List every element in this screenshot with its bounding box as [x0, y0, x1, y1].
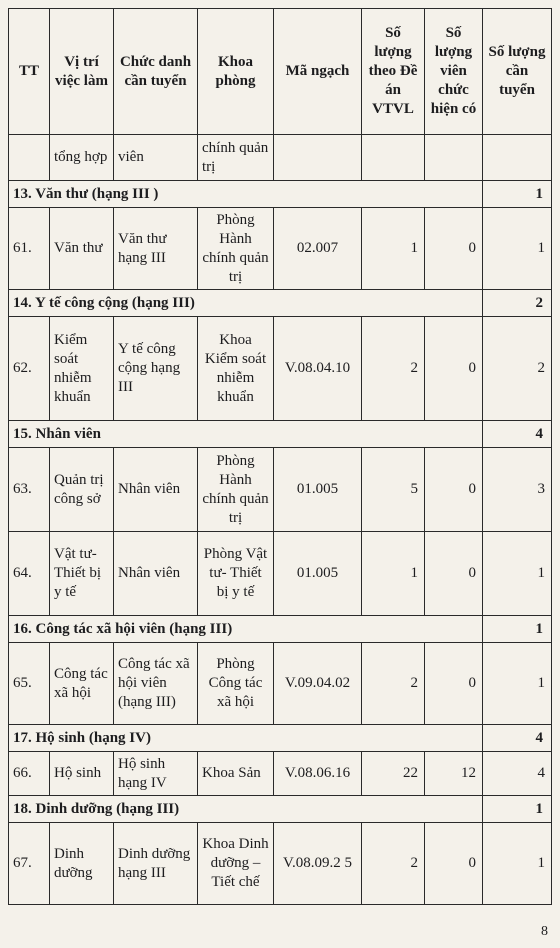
cell-khoa: Phòng Hành chính quản trị	[198, 448, 274, 532]
header-sl-cantuyen: Số lượng cần tuyển	[483, 9, 552, 135]
cell-khoa: Phòng Hành chính quản trị	[198, 208, 274, 290]
table-row	[9, 448, 552, 532]
table-row	[9, 752, 552, 796]
recruitment-table	[8, 8, 552, 905]
section-count: 4	[483, 725, 552, 752]
table-row	[9, 208, 552, 290]
cell-tt: 64.	[9, 532, 50, 616]
cell-chucdanh: Công tác xã hội viên (hạng III)	[114, 643, 198, 725]
cell-vitri: Hộ sinh	[50, 752, 114, 796]
cell-tt: 61.	[9, 208, 50, 290]
cell-tt: 63.	[9, 448, 50, 532]
table-row	[9, 823, 552, 905]
cell-khoa: Phòng Vật tư- Thiết bị y tế	[198, 532, 274, 616]
header-row	[9, 9, 552, 135]
cell-mangach: V.09.04.02	[274, 643, 362, 725]
header-chucdanh: Chức danh cần tuyển	[114, 9, 198, 135]
header-khoa: Khoa phòng	[198, 9, 274, 135]
cell-tt: 67.	[9, 823, 50, 905]
continued-chucdanh: viên	[114, 135, 198, 181]
cell-chucdanh: Văn thư hạng III	[114, 208, 198, 290]
cell-hienco: 0	[425, 208, 483, 290]
cell-khoa: Khoa Kiểm soát nhiễm khuẩn	[198, 317, 274, 421]
cell-tt: 66.	[9, 752, 50, 796]
section-count: 4	[483, 421, 552, 448]
cell-vitri: Vật tư- Thiết bị y tế	[50, 532, 114, 616]
continued-vitri: tổng hợp	[50, 135, 114, 181]
cell-vitri: Dinh dưỡng	[50, 823, 114, 905]
section-count: 1	[483, 796, 552, 823]
cell-hienco: 0	[425, 643, 483, 725]
header-sl-dean: Số lượng theo Đề án VTVL	[362, 9, 425, 135]
section-title: 18. Dinh dưỡng (hạng III)	[9, 796, 483, 823]
cell-dean: 2	[362, 823, 425, 905]
cell-chucdanh: Hộ sinh hạng IV	[114, 752, 198, 796]
cell-cantuyen: 4	[483, 752, 552, 796]
cell-hienco: 12	[425, 752, 483, 796]
cell-chucdanh: Dinh dưỡng hạng III	[114, 823, 198, 905]
section-title: 16. Công tác xã hội viên (hạng III)	[9, 616, 483, 643]
header-mangach: Mã ngạch	[274, 9, 362, 135]
cell-mangach: 01.005	[274, 532, 362, 616]
section-title: 14. Y tế công cộng (hạng III)	[9, 290, 483, 317]
cell-dean: 22	[362, 752, 425, 796]
section-header	[9, 181, 552, 208]
continued-khoa: chính quản trị	[198, 135, 274, 181]
header-tt: TT	[9, 9, 50, 135]
table-row	[9, 532, 552, 616]
cell-khoa: Khoa Sản	[198, 752, 274, 796]
cell-cantuyen: 3	[483, 448, 552, 532]
cell-khoa: Phòng Công tác xã hội	[198, 643, 274, 725]
header-vitri: Vị trí việc làm	[50, 9, 114, 135]
section-count: 1	[483, 616, 552, 643]
cell-vitri: Văn thư	[50, 208, 114, 290]
section-header	[9, 421, 552, 448]
page-number: 8	[541, 924, 548, 939]
cell-hienco: 0	[425, 317, 483, 421]
section-header	[9, 616, 552, 643]
cell-mangach: 01.005	[274, 448, 362, 532]
cell-vitri: Kiểm soát nhiễm khuẩn	[50, 317, 114, 421]
cell-vitri: Quản trị công sở	[50, 448, 114, 532]
cell-mangach: V.08.06.16	[274, 752, 362, 796]
header-sl-hienco: Số lượng viên chức hiện có	[425, 9, 483, 135]
continued-row	[9, 135, 552, 181]
cell-dean: 1	[362, 208, 425, 290]
cell-chucdanh: Nhân viên	[114, 448, 198, 532]
section-title: 15. Nhân viên	[9, 421, 483, 448]
cell-cantuyen: 1	[483, 208, 552, 290]
cell-hienco: 0	[425, 823, 483, 905]
section-count: 1	[483, 181, 552, 208]
cell-mangach: V.08.04.10	[274, 317, 362, 421]
cell-mangach: 02.007	[274, 208, 362, 290]
table-row	[9, 643, 552, 725]
cell-cantuyen: 1	[483, 643, 552, 725]
cell-dean: 2	[362, 317, 425, 421]
cell-vitri: Công tác xã hội	[50, 643, 114, 725]
cell-cantuyen: 2	[483, 317, 552, 421]
cell-tt: 62.	[9, 317, 50, 421]
section-title: 13. Văn thư (hạng III )	[9, 181, 483, 208]
cell-mangach: V.08.09.2 5	[274, 823, 362, 905]
section-header	[9, 290, 552, 317]
cell-dean: 2	[362, 643, 425, 725]
cell-cantuyen: 1	[483, 823, 552, 905]
cell-chucdanh: Y tế công cộng hạng III	[114, 317, 198, 421]
cell-dean: 5	[362, 448, 425, 532]
cell-cantuyen: 1	[483, 532, 552, 616]
section-count: 2	[483, 290, 552, 317]
cell-chucdanh: Nhân viên	[114, 532, 198, 616]
cell-dean: 1	[362, 532, 425, 616]
cell-tt: 65.	[9, 643, 50, 725]
section-header	[9, 796, 552, 823]
table-row	[9, 317, 552, 421]
section-title: 17. Hộ sinh (hạng IV)	[9, 725, 483, 752]
cell-khoa: Khoa Dinh dưỡng – Tiết chế	[198, 823, 274, 905]
cell-hienco: 0	[425, 448, 483, 532]
cell-hienco: 0	[425, 532, 483, 616]
section-header	[9, 725, 552, 752]
